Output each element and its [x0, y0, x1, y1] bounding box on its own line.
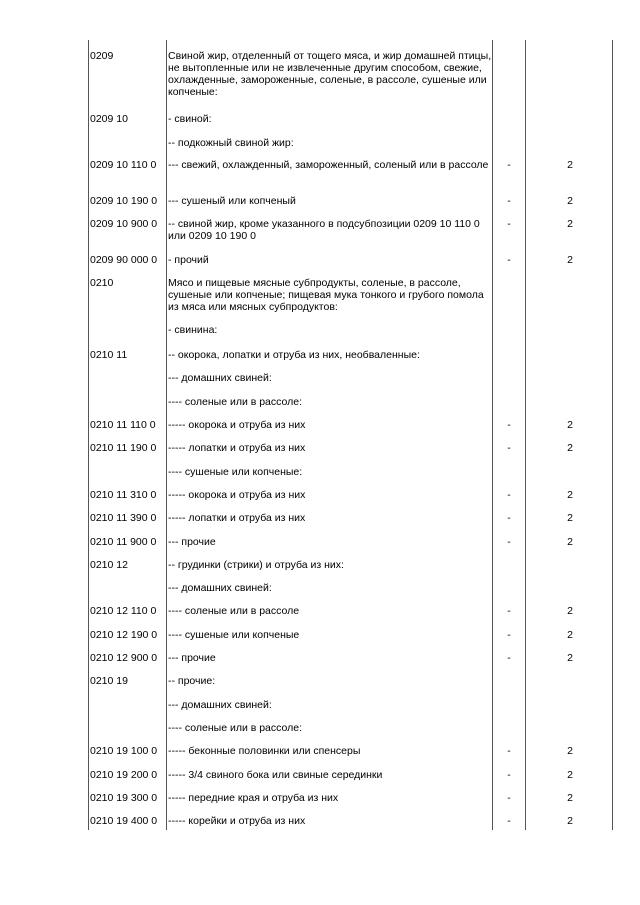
row-description: --- домашних свиней: — [168, 582, 272, 594]
row-unit: - — [507, 769, 511, 781]
row-code: 0210 19 400 0 — [90, 815, 158, 827]
row-rate: 2 — [567, 195, 573, 207]
row-unit: - — [507, 195, 511, 207]
row-description: -- свиной жир, кроме указанного в подсубпозиции 0209 10 110 0 или 0209 10 190 0 — [168, 218, 480, 242]
row-rate: 2 — [567, 815, 573, 827]
row-description: --- свежий, охлажденный, замороженный, соленый или в рассоле — [168, 159, 489, 171]
table-border-right — [612, 40, 613, 830]
row-description: ---- сушеные или копченые — [168, 629, 300, 641]
row-code: 0209 10 110 0 — [90, 159, 157, 171]
row-code: 0209 10 — [90, 113, 128, 125]
row-description: -- подкожный свиной жир: — [168, 137, 294, 149]
row-description: ----- окорока и отруба из них — [168, 419, 306, 431]
row-rate: 2 — [567, 745, 573, 757]
row-description: ---- соленые или в рассоле: — [168, 722, 303, 734]
row-unit: - — [507, 745, 511, 757]
row-code: 0210 12 — [90, 559, 128, 571]
row-unit: - — [507, 254, 511, 266]
row-description: ---- соленые или в рассоле: — [168, 396, 303, 408]
row-description: -- грудинки (стрики) и отруба из них: — [168, 559, 344, 571]
row-description: ---- сушеные или копченые: — [168, 466, 303, 478]
row-code: 0210 11 310 0 — [90, 489, 157, 501]
row-description: ----- передние края и отруба из них — [168, 792, 339, 804]
row-rate: 2 — [567, 442, 573, 454]
row-unit: - — [507, 536, 511, 548]
row-description: --- сушеный или копченый — [168, 195, 296, 207]
row-rate: 2 — [567, 159, 573, 171]
row-unit: - — [507, 792, 511, 804]
row-code: 0210 11 900 0 — [90, 536, 157, 548]
row-rate: 2 — [567, 652, 573, 664]
row-rate: 2 — [567, 629, 573, 641]
row-code: 0210 11 — [90, 349, 128, 361]
row-description: -- прочие: — [168, 675, 216, 687]
row-rate: 2 — [567, 536, 573, 548]
row-description: ----- лопатки и отруба из них — [168, 442, 306, 454]
table-border-desc — [492, 40, 493, 830]
row-code: 0210 11 190 0 — [90, 442, 157, 454]
row-code: 0209 — [90, 50, 114, 62]
table-border-left — [88, 40, 89, 830]
row-description: --- домашних свиней: — [168, 699, 272, 711]
row-unit: - — [507, 489, 511, 501]
row-code: 0210 — [90, 277, 114, 289]
row-description: ----- лопатки и отруба из них — [168, 512, 306, 524]
row-code: 0210 11 390 0 — [90, 512, 157, 524]
row-description: --- прочие — [168, 536, 216, 548]
row-unit: - — [507, 159, 511, 171]
row-rate: 2 — [567, 792, 573, 804]
row-description: --- домашних свиней: — [168, 372, 272, 384]
row-code: 0209 90 000 0 — [90, 254, 158, 266]
row-unit: - — [507, 605, 511, 617]
row-description: ----- 3/4 свиного бока или свиные серединки — [168, 769, 383, 781]
row-code: 0210 19 300 0 — [90, 792, 158, 804]
row-code: 0210 12 900 0 — [90, 652, 158, 664]
row-unit: - — [507, 629, 511, 641]
row-code: 0210 19 100 0 — [90, 745, 158, 757]
row-description: --- прочие — [168, 652, 216, 664]
row-unit: - — [507, 652, 511, 664]
row-description: - свинина: — [168, 324, 218, 336]
row-description: ----- корейки и отруба из них — [168, 815, 306, 827]
row-description: Свиной жир, отделенный от тощего мяса, и жир домашней птицы, не вытопленные или не извлеченные другим способом, свежие, охлажденные, замороженные, соленые, в рассоле, сушеные или копченые: — [168, 50, 492, 98]
row-description: ----- беконные половинки или спенсеры — [168, 745, 361, 757]
row-code: 0210 19 200 0 — [90, 769, 158, 781]
row-rate: 2 — [567, 512, 573, 524]
row-rate: 2 — [567, 605, 573, 617]
row-description: - свиной: — [168, 113, 212, 125]
row-code: 0210 12 190 0 — [90, 629, 158, 641]
row-unit: - — [507, 442, 511, 454]
row-rate: 2 — [567, 769, 573, 781]
row-code: 0210 12 110 0 — [90, 605, 157, 617]
row-unit: - — [507, 419, 511, 431]
row-description: -- окорока, лопатки и отруба из них, необваленные: — [168, 349, 420, 361]
row-rate: 2 — [567, 419, 573, 431]
row-unit: - — [507, 218, 511, 230]
table-border-dash — [525, 40, 526, 830]
row-description: Мясо и пищевые мясные субпродукты, соленые, в рассоле, сушеные или копченые; пищевая мука тонкого и грубого помола из мяса или мясных субпродуктов: — [168, 277, 484, 313]
row-rate: 2 — [567, 254, 573, 266]
row-code: 0210 11 110 0 — [90, 419, 156, 431]
row-description: ---- соленые или в рассоле — [168, 605, 300, 617]
row-code: 0210 19 — [90, 675, 128, 687]
table-border-code — [166, 40, 167, 830]
row-unit: - — [507, 815, 511, 827]
row-unit: - — [507, 512, 511, 524]
row-description: ----- окорока и отруба из них — [168, 489, 306, 501]
row-rate: 2 — [567, 218, 573, 230]
row-code: 0209 10 900 0 — [90, 218, 158, 230]
row-code: 0209 10 190 0 — [90, 195, 158, 207]
row-rate: 2 — [567, 489, 573, 501]
row-description: - прочий — [168, 254, 209, 266]
